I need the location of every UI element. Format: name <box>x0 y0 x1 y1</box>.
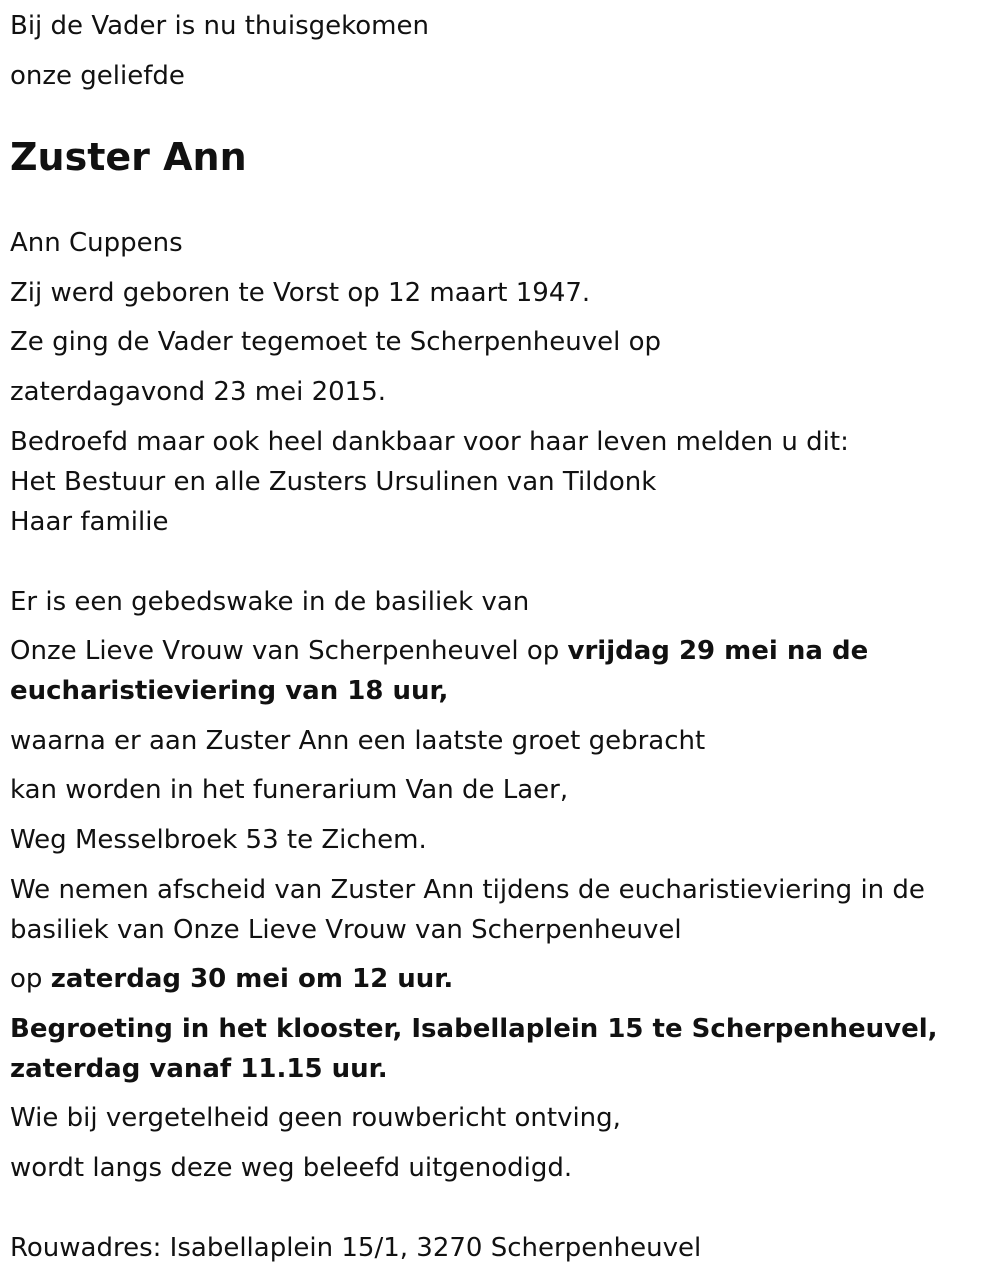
greeting-line-1: Begroeting in het klooster, Isabellaplein 15 te Scherpenheuvel, <box>10 1014 938 1044</box>
wake-line-4: waarna er aan Zuster Ann een laatste groet gebracht <box>10 726 706 756</box>
farewell-line-3-plain: op <box>10 964 51 994</box>
wake-line-1: Er is een gebedswake in de basiliek van <box>10 587 530 617</box>
farewell-line-3 <box>10 959 453 999</box>
intro-line-2: onze geliefde <box>10 61 185 91</box>
full-name: Ann Cuppens <box>10 228 183 258</box>
intro-line-1: Bij de Vader is nu thuisgekomen <box>10 11 429 41</box>
wake-line-2-plain: Onze Lieve Vrouw van Scherpenheuvel op <box>10 636 568 666</box>
announcers-family: Haar familie <box>10 507 169 537</box>
wake-line-3: eucharistieviering van 18 uur, <box>10 676 449 706</box>
farewell-line-1: We nemen afscheid van Zuster Ann tijdens de eucharistieviering in de <box>10 875 925 905</box>
wake-line-6: Weg Messelbroek 53 te Zichem. <box>10 825 427 855</box>
farewell-date-bold: zaterdag 30 mei om 12 uur. <box>50 964 454 994</box>
mourning-address: Rouwadres: Isabellaplein 15/1, 3270 Scherpenheuvel <box>10 1233 702 1263</box>
birth-line: Zij werd geboren te Vorst op 12 maart 1947. <box>10 278 591 308</box>
announcers-intro: Bedroefd maar ook heel dankbaar voor haar leven melden u dit: <box>10 427 849 457</box>
announcers-org: Het Bestuur en alle Zusters Ursulinen van Tildonk <box>10 467 657 497</box>
name-title: Zuster Ann <box>10 135 247 179</box>
closing-line-1: Wie bij vergetelheid geen rouwbericht ontving, <box>10 1103 621 1133</box>
death-line-2: zaterdagavond 23 mei 2015. <box>10 377 387 407</box>
farewell-line-2: basiliek van Onze Lieve Vrouw van Scherpenheuvel <box>10 915 682 945</box>
wake-line-2 <box>10 631 868 671</box>
wake-date-bold: vrijdag 29 mei na de <box>567 636 869 666</box>
wake-line-5: kan worden in het funerarium Van de Laer, <box>10 775 569 805</box>
death-line-1: Ze ging de Vader tegemoet te Scherpenheuvel op <box>10 327 661 357</box>
greeting-line-2: zaterdag vanaf 11.15 uur. <box>10 1054 388 1084</box>
closing-line-2: wordt langs deze weg beleefd uitgenodigd. <box>10 1153 573 1183</box>
